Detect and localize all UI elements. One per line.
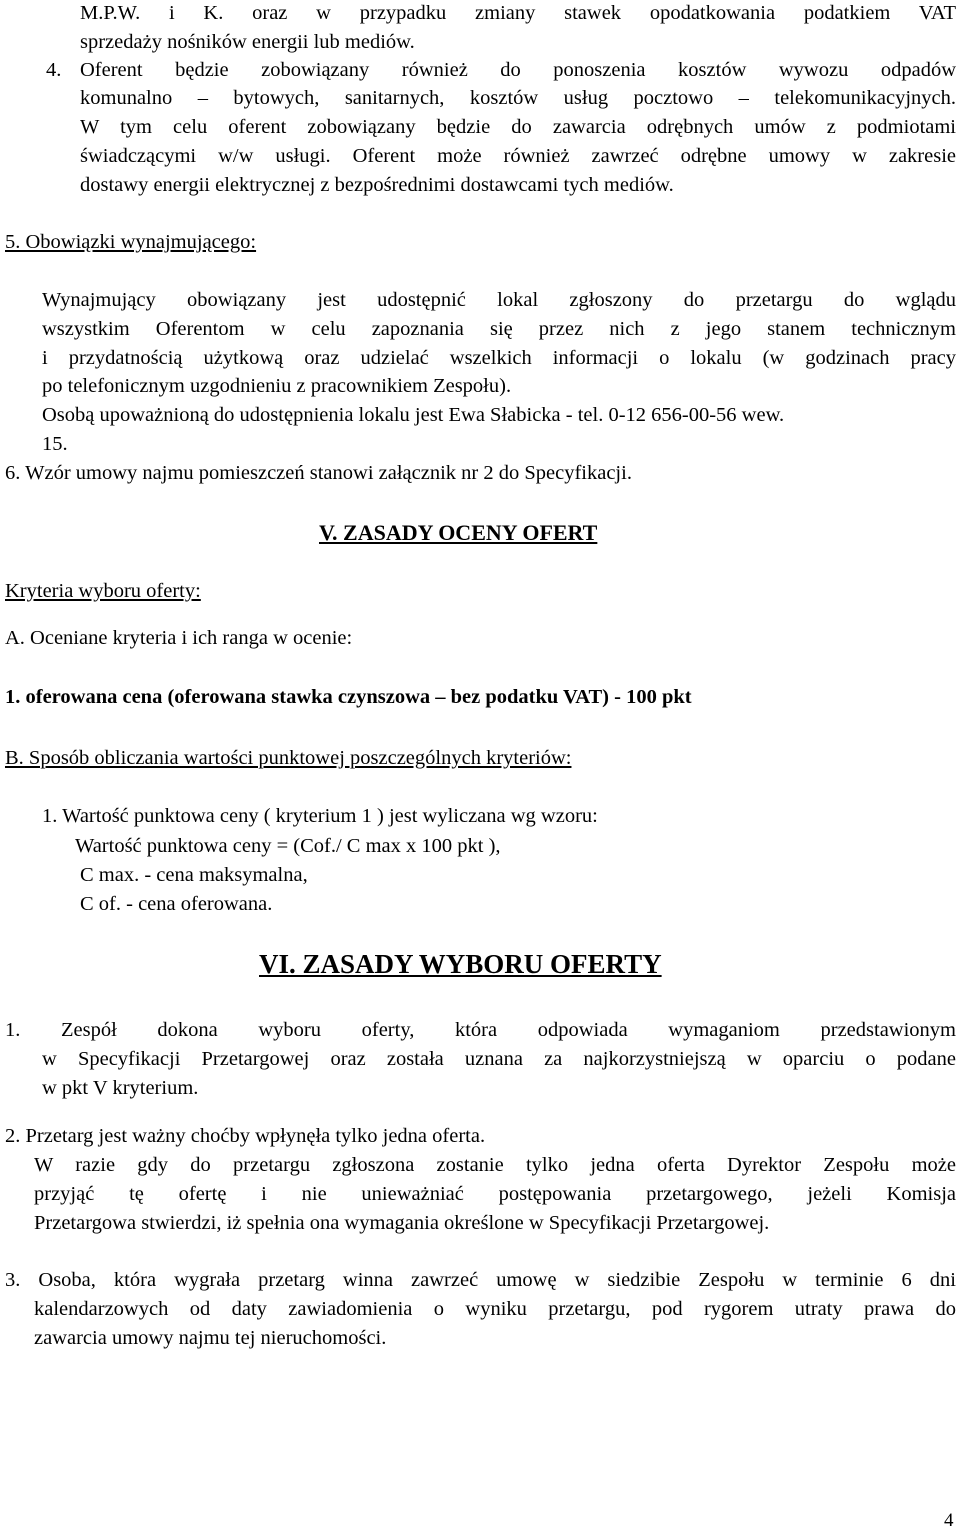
item4-number: 4. [46, 59, 62, 81]
section6-p2-heading: 2. Przetarg jest ważny choćby wpłynęła tylko jedna oferta. [5, 1125, 486, 1147]
criteria-label: Kryteria wyboru oferty: [5, 580, 201, 602]
item5-line-1: Wynajmujący obowiązany jest udostępnić lokal zgłoszony do przetargu do wglądu [42, 289, 956, 311]
item5-line-5: Osobą upoważnioną do udostępnienia lokalu jest Ewa Słabicka - tel. 0-12 656-00-56 wew. [42, 404, 785, 426]
formula-line-4: C of. - cena oferowana. [80, 893, 273, 915]
item4-line-1: Oferent będzie zobowiązany również do ponoszenia kosztów wywozu odpadów [80, 59, 956, 81]
item6-text: 6. Wzór umowy najmu pomieszczeń stanowi załącznik nr 2 do Specyfikacji. [5, 462, 632, 484]
section6-p3-line-2: kalendarzowych od daty zawiadomienia o wyniku przetargu, pod rygorem utraty prawa do [34, 1298, 956, 1320]
intro-line-2: sprzedaży nośników energii lub mediów. [80, 31, 415, 53]
criteria-b-label: B. Sposób obliczania wartości punktowej poszczególnych kryteriów: [5, 747, 572, 769]
criterion-1: 1. oferowana cena (oferowana stawka czynszowa – bez podatku VAT) - 100 pkt [5, 686, 692, 708]
section6-p1-line-3: w pkt V kryterium. [42, 1077, 199, 1099]
section6-p2-line-1: W razie gdy do przetargu zgłoszona zostanie tylko jedna oferta Dyrektor Zespołu może [34, 1154, 956, 1176]
section6-p3-line-3: zawarcia umowy najmu tej nieruchomości. [34, 1327, 387, 1349]
section6-p2-line-3: Przetargowa stwierdzi, iż spełnia ona wymagania określone w Specyfikacji Przetargowej. [34, 1212, 770, 1234]
item5-line-2: wszystkim Oferentom w celu zapoznania się przez nich z jego stanem technicznym [42, 318, 956, 340]
page-number: 4 [944, 1510, 954, 1531]
item5-line-4: po telefonicznym uzgodnieniu z pracownikiem Zespołu). [42, 375, 512, 397]
section6-p2-line-2: przyjąć tę ofertę i nie unieważniać postępowania przetargowego, jeżeli Komisja [34, 1183, 956, 1205]
item5-line-6: 15. [42, 433, 68, 455]
formula-line-2: Wartość punktowa ceny = (Cof./ C max x 100 pkt ), [75, 835, 501, 857]
item5-heading: 5. Obowiązki wynajmującego: [5, 231, 257, 253]
item4-line-3: W tym celu oferent zobowiązany będzie do zawarcia odrębnych umów z podmiotami [80, 116, 956, 138]
formula-line-1: 1. Wartość punktowa ceny ( kryterium 1 ) jest wyliczana wg wzoru: [42, 805, 598, 827]
criteria-a-label: A. Oceniane kryteria i ich ranga w ocenie: [5, 627, 353, 649]
formula-line-3: C max. - cena maksymalna, [80, 864, 308, 886]
section6-p1-line-2: w Specyfikacji Przetargowej oraz została uznana za najkorzystniejszą w oparciu o podane [42, 1048, 956, 1070]
section5-title: V. ZASADY OCENY OFERT [319, 520, 598, 545]
item4-line-2: komunalno – bytowych, sanitarnych, kosztów usług pocztowo – telekomunikacyjnych. [80, 87, 956, 109]
section6-p1-line-1: 1. Zespół dokona wyboru oferty, która odpowiada wymaganiom przedstawionym [5, 1019, 956, 1041]
section6-title: VI. ZASADY WYBORU OFERTY [259, 949, 662, 979]
item4-line-5: dostawy energii elektrycznej z bezpośrednimi dostawcami tych mediów. [80, 174, 674, 196]
section6-p3-line-1: 3. Osoba, która wygrała przetarg winna zawrzeć umowę w siedzibie Zespołu w terminie 6 dni [5, 1269, 956, 1291]
item4-line-4: świadczącymi w/w usługi. Oferent może również zawrzeć odrębne umowy w zakresie [80, 145, 956, 167]
item5-line-3: i przydatnością użytkową oraz udzielać wszelkich informacji o lokalu (w godzinach pracy [42, 347, 956, 369]
intro-line-1: M.P.W. i K. oraz w przypadku zmiany stawek opodatkowania podatkiem VAT [80, 2, 956, 24]
